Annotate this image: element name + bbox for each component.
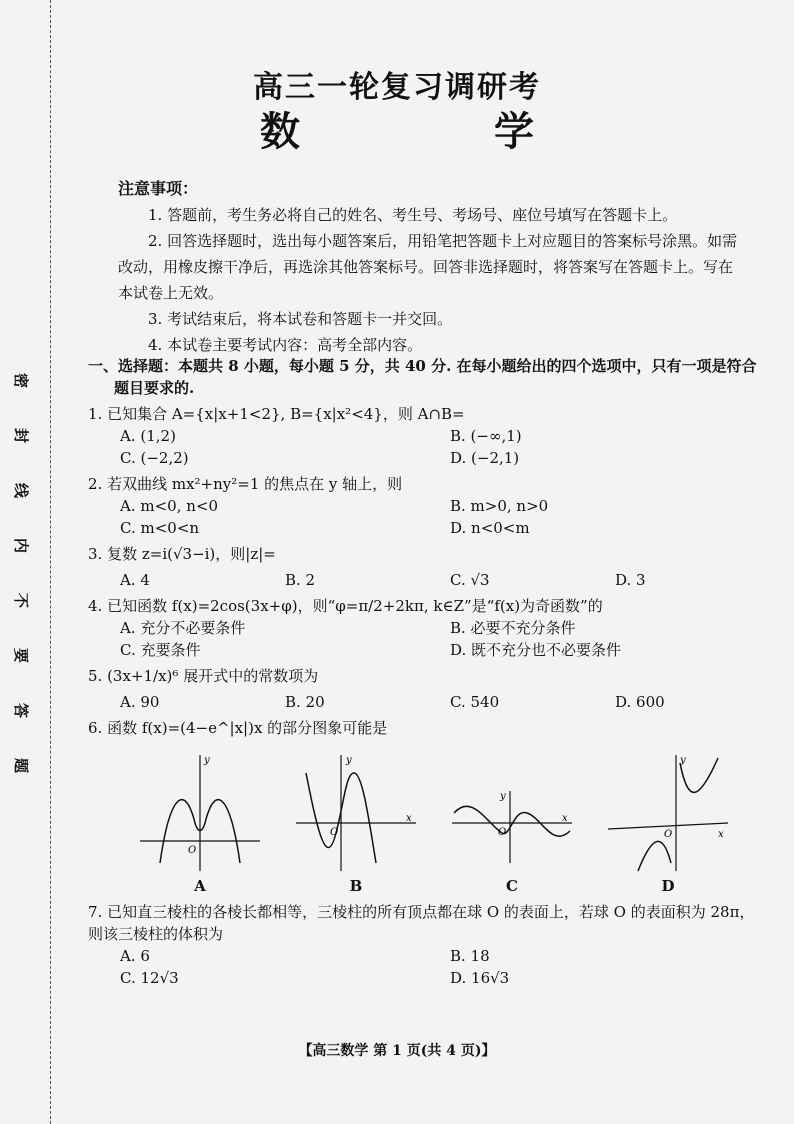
question-stem: 7. 已知直三棱柱的各棱长都相等，三棱柱的所有顶点都在球 O 的表面上，若球 O 的表面积为 28π，则该三棱柱的体积为 <box>88 903 755 943</box>
option-b: B. m>0, n>0 <box>450 497 549 515</box>
seal-char: 密 <box>12 372 31 389</box>
exam-title: 高三一轮复习调研考 <box>253 70 541 105</box>
question-4 <box>88 595 768 661</box>
graph-label: D <box>661 877 675 895</box>
graph-x-label: x <box>406 813 412 824</box>
option-c: C. (−2,2) <box>120 449 189 467</box>
seal-char: 题 <box>12 757 31 774</box>
option-a: A. 90 <box>120 693 160 711</box>
graph-origin-label: O <box>664 829 673 840</box>
seal-char: 封 <box>12 427 31 444</box>
question-stem: 2. 若双曲线 mx²+ny²=1 的焦点在 y 轴上，则 <box>88 475 403 493</box>
option-c: C. 充要条件 <box>120 641 201 659</box>
graph-x-label: x <box>562 813 568 824</box>
question-stem: 6. 函数 f(x)=(4−e^|x|)x 的部分图象可能是 <box>88 719 388 737</box>
graph-label: A <box>194 877 206 895</box>
graph-origin-label: O <box>498 827 507 838</box>
question-1 <box>88 403 768 469</box>
option-b: B. 必要不充分条件 <box>450 619 576 637</box>
section-heading: 一、选择题：本题共 8 小题，每小题 5 分，共 40 分. 在每小题给出的四个选项中，只有一项是符合 <box>88 357 757 375</box>
function-graphs <box>88 753 768 897</box>
graph-label: C <box>506 877 518 895</box>
option-a: A. 充分不必要条件 <box>120 619 246 637</box>
note-item: 4. 本试卷主要考试内容：高考全部内容。 <box>148 336 423 354</box>
question-2 <box>88 473 768 539</box>
seal-char: 内 <box>12 537 31 554</box>
option-c: C. √3 <box>450 571 490 589</box>
option-c: C. 12√3 <box>120 969 179 987</box>
option-a: A. 6 <box>120 947 150 965</box>
seal-char: 不 <box>12 592 31 609</box>
question-6 <box>88 717 768 897</box>
option-d: D. 既不充分也不必要条件 <box>450 641 622 659</box>
graph-a-svg <box>140 753 260 873</box>
seal-char: 答 <box>12 702 31 719</box>
option-c: C. 540 <box>450 693 500 711</box>
graph-label: B <box>349 877 363 895</box>
option-b: B. (−∞,1) <box>450 427 522 445</box>
graph-y-label: y <box>204 755 210 766</box>
option-c: C. m<0<n <box>120 519 200 537</box>
graph-c-svg <box>452 753 572 873</box>
question-7 <box>88 901 768 989</box>
question-stem: 3. 复数 z=i(√3−i)，则|z|= <box>88 545 276 563</box>
question-3 <box>88 543 768 591</box>
exam-notes <box>118 176 738 358</box>
option-a: A. 4 <box>120 571 150 589</box>
option-d: D. 600 <box>615 693 665 711</box>
questions-area <box>88 355 768 989</box>
note-item: 3. 考试结束后，将本试卷和答题卡一并交回。 <box>148 310 453 328</box>
graph-d-svg <box>608 753 728 873</box>
question-stem: 4. 已知函数 f(x)=2cos(3x+φ)，则“φ=π/2+2kπ, k∈Z”是“f(x)为奇函数”的 <box>88 597 603 615</box>
seal-char: 线 <box>12 482 31 499</box>
graph-a <box>140 753 260 897</box>
seal-line-text <box>14 370 29 776</box>
question-stem: 1. 已知集合 A={x|x+1<2}, B={x|x²<4}，则 A∩B= <box>88 405 465 423</box>
graph-origin-label: O <box>188 845 197 856</box>
question-5 <box>88 665 768 713</box>
note-item: 1. 答题前，考生务必将自己的姓名、考生号、考场号、座位号填写在答题卡上。 <box>148 206 678 224</box>
graph-y-label: y <box>680 755 686 766</box>
option-a: A. m<0, n<0 <box>120 497 219 515</box>
option-d: D. n<0<m <box>450 519 530 537</box>
page-footer: 【高三数学 第 1 页(共 4 页)】 <box>298 1043 496 1059</box>
graph-x-label: x <box>718 829 724 840</box>
option-d: D. (−2,1) <box>450 449 520 467</box>
graph-b-svg <box>296 753 416 873</box>
graph-y-label: y <box>346 755 352 766</box>
question-stem: 5. (3x+1/x)⁶ 展开式中的常数项为 <box>88 667 319 685</box>
subject-title: 数 学 <box>260 108 594 155</box>
option-b: B. 20 <box>285 693 325 711</box>
graph-c <box>452 753 572 897</box>
option-b: B. 2 <box>285 571 316 589</box>
note-item: 2. 回答选择题时，选出每小题答案后，用铅笔把答题卡上对应题目的答案标号涂黑。如需改动，用橡皮擦干净后，再选涂其他答案标号。回答非选择题时，将答案写在答题卡上。写在本试卷上无效。 <box>118 232 738 302</box>
graph-d <box>608 753 728 897</box>
option-d: D. 3 <box>615 571 646 589</box>
option-b: B. 18 <box>450 947 490 965</box>
option-a: A. (1,2) <box>120 427 176 445</box>
option-d: D. 16√3 <box>450 969 510 987</box>
graph-b <box>296 753 416 897</box>
graph-y-label: y <box>500 791 506 802</box>
notes-heading: 注意事项： <box>118 179 199 198</box>
section-heading-cont: 题目要求的. <box>114 379 195 397</box>
graph-origin-label: O <box>330 827 339 838</box>
seal-char: 要 <box>12 647 31 664</box>
